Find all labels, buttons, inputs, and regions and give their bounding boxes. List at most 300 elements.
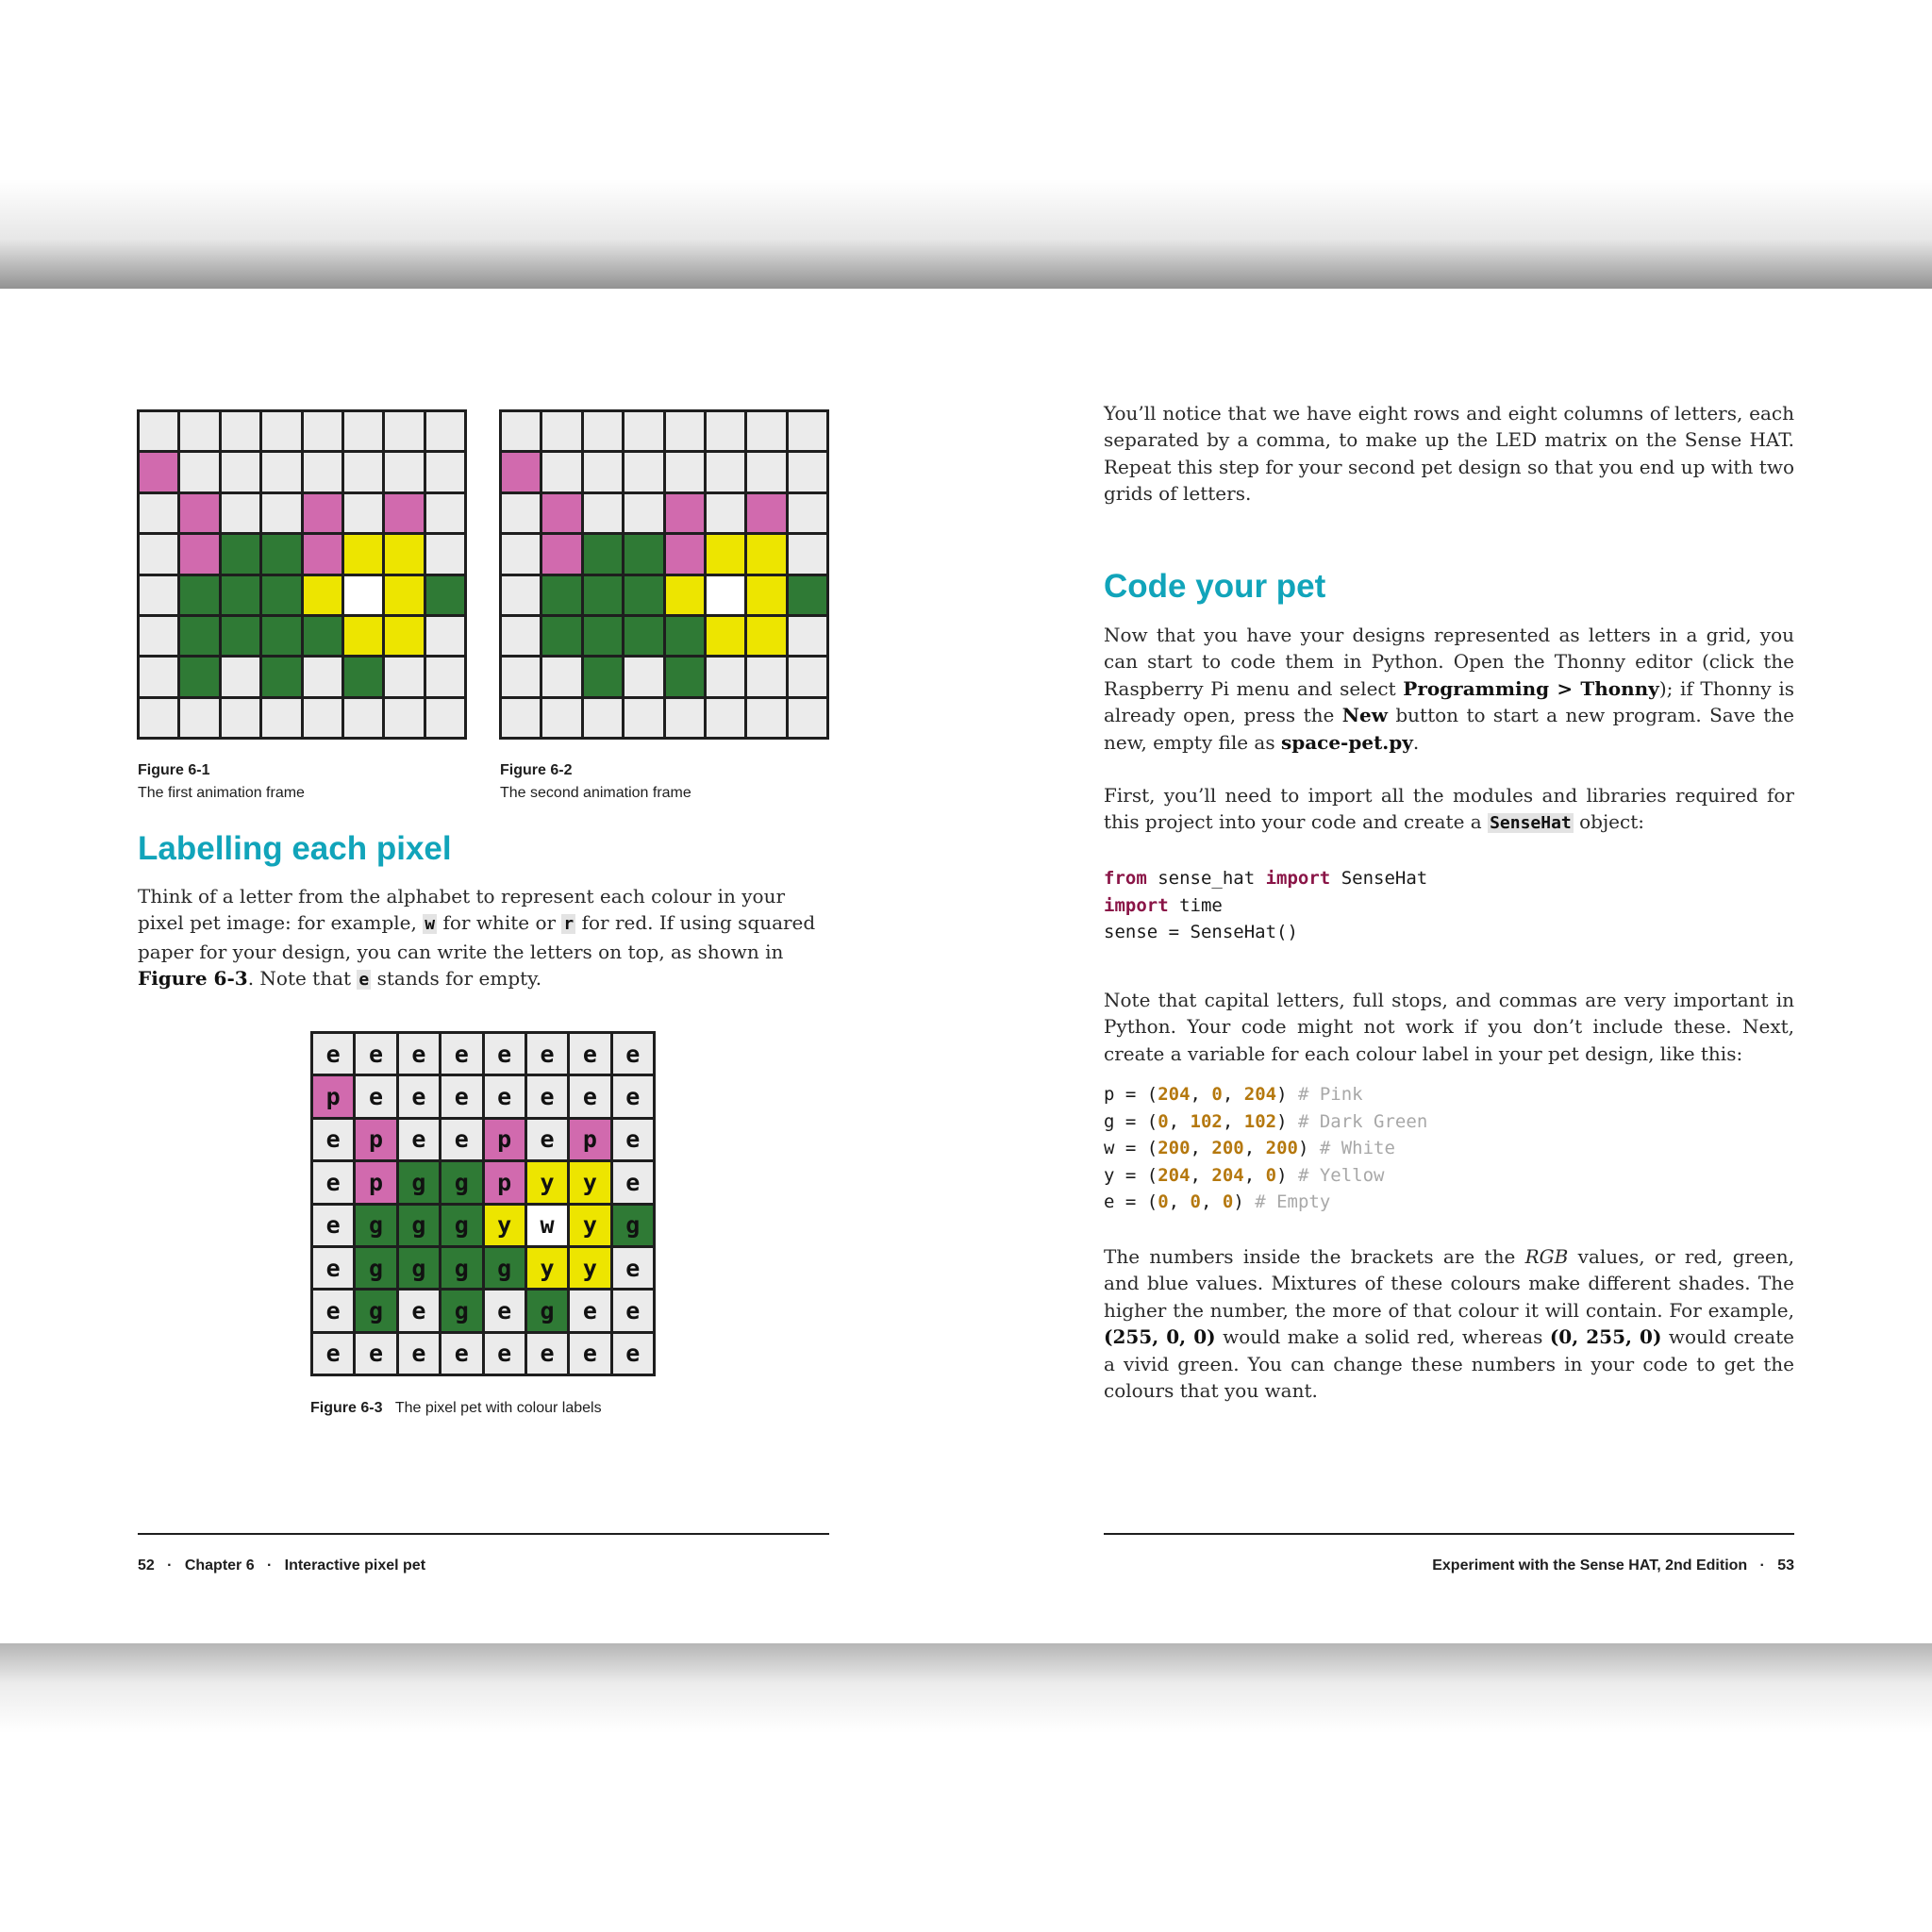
text: values, or red, green, and blue values. Mixtures of these colours make different shades. The higher the number, the more of that colour it will contain. For example, <box>1104 1245 1794 1322</box>
pixel-cell <box>385 494 423 532</box>
pixel-cell <box>789 412 826 450</box>
code-text: , <box>1222 1084 1244 1105</box>
pixel-cell <box>666 535 704 573</box>
code-line <box>1104 1135 1427 1162</box>
code-text: sense = SenseHat() <box>1104 922 1298 942</box>
pixel-cell: e <box>613 1334 653 1374</box>
pixel-cell: e <box>613 1162 653 1202</box>
pixel-cell <box>666 699 704 737</box>
pixel-cell: y <box>570 1248 609 1288</box>
pixel-cell: g <box>399 1162 439 1202</box>
figure-reference: Figure 6-3 <box>138 967 248 991</box>
pixel-cell: e <box>441 1076 481 1116</box>
pixel-cell: e <box>313 1334 353 1374</box>
text: object: <box>1573 810 1644 834</box>
pixel-cell: e <box>399 1076 439 1116</box>
rgb-term: RGB <box>1524 1245 1569 1268</box>
code-text: ) <box>1276 1084 1298 1105</box>
pixel-cell <box>222 412 259 450</box>
pixel-cell <box>502 453 540 491</box>
code-text: , <box>1190 1084 1212 1105</box>
heading-labelling-each-pixel: Labelling each pixel <box>138 830 452 867</box>
pixel-cell <box>584 617 622 655</box>
intro-paragraph: You’ll notice that we have eight rows and eight columns of letters, each separated by a comma, to make up the LED matrix on the Sense HAT. Repeat this step for your second pet design so that you end up with two grids of letters. <box>1104 402 1794 506</box>
pixel-cell <box>584 535 622 573</box>
text: stands for empty. <box>371 967 542 991</box>
pixel-cell <box>502 535 540 573</box>
pixel-cell: g <box>356 1206 395 1245</box>
pixel-cell <box>584 453 622 491</box>
pixel-cell: e <box>613 1120 653 1159</box>
pixel-cell <box>666 412 704 450</box>
pixel-cell <box>140 453 177 491</box>
code-text: e = ( <box>1104 1191 1158 1212</box>
pixel-cell: e <box>441 1120 481 1159</box>
book-title: Experiment with the Sense HAT, 2nd Edition <box>1432 1557 1748 1574</box>
pixel-cell <box>789 494 826 532</box>
inline-code-w: w <box>425 914 436 935</box>
pixel-cell <box>180 699 218 737</box>
pixel-cell <box>385 453 423 491</box>
pixel-cell <box>502 699 540 737</box>
figure-number: Figure 6-1 <box>138 762 210 778</box>
text: ); if Thonny is already open, press the <box>1104 676 1794 727</box>
pixel-cell <box>304 535 341 573</box>
code-text: , <box>1190 1164 1212 1186</box>
code-number: 0 <box>1211 1084 1223 1105</box>
pixel-cell <box>707 535 744 573</box>
pixel-cell <box>180 617 218 655</box>
figure-6-1-grid <box>137 409 467 740</box>
pixel-cell: e <box>527 1034 567 1074</box>
code-keyword: import <box>1104 894 1169 916</box>
pixel-cell: e <box>356 1334 395 1374</box>
pixel-cell <box>344 658 382 695</box>
code-line <box>1104 1081 1427 1108</box>
code-pet-paragraph <box>1104 622 1794 756</box>
pixel-cell <box>140 535 177 573</box>
pixel-cell <box>707 494 744 532</box>
code-number: 200 <box>1211 1138 1244 1158</box>
pixel-cell: e <box>313 1162 353 1202</box>
pixel-cell <box>502 412 540 450</box>
menu-path: Programming > Thonny <box>1403 676 1659 700</box>
code-comment: # White <box>1319 1138 1395 1158</box>
pixel-cell <box>747 617 785 655</box>
pixel-cell <box>584 658 622 695</box>
code-text: SenseHat <box>1330 868 1428 889</box>
pixel-cell: g <box>441 1162 481 1202</box>
pixel-cell: g <box>356 1291 395 1330</box>
pixel-cell: e <box>485 1076 525 1116</box>
pixel-cell: e <box>527 1334 567 1374</box>
pixel-cell: e <box>313 1034 353 1074</box>
footer-separator: · <box>167 1557 173 1574</box>
pixel-cell <box>625 576 662 614</box>
code-comment: # Yellow <box>1297 1164 1385 1186</box>
page-shadow-bottom <box>0 1643 1932 1733</box>
green-value: (0, 255, 0) <box>1549 1325 1662 1349</box>
pixel-cell <box>747 576 785 614</box>
pixel-cell <box>140 699 177 737</box>
code-text: , <box>1168 1191 1191 1212</box>
pixel-cell: y <box>527 1248 567 1288</box>
code-text: ) <box>1233 1191 1256 1212</box>
pixel-cell <box>262 576 300 614</box>
pixel-cell <box>222 576 259 614</box>
labelling-paragraph <box>138 883 830 994</box>
pixel-cell <box>584 576 622 614</box>
pixel-cell <box>789 617 826 655</box>
pixel-cell <box>262 494 300 532</box>
code-number: 0 <box>1190 1191 1201 1212</box>
pixel-cell <box>180 658 218 695</box>
pixel-cell <box>180 535 218 573</box>
pixel-cell <box>344 494 382 532</box>
pixel-cell: e <box>441 1334 481 1374</box>
pixel-cell: p <box>313 1076 353 1116</box>
pixel-cell <box>304 494 341 532</box>
pixel-cell <box>426 658 464 695</box>
pixel-cell <box>140 412 177 450</box>
pixel-cell: e <box>356 1034 395 1074</box>
page-number: 53 <box>1777 1557 1794 1574</box>
footer-rule-right <box>1104 1533 1794 1535</box>
pixel-cell <box>262 535 300 573</box>
pixel-cell <box>707 576 744 614</box>
text: would create a vivid green. You can change these numbers in your code to get the colours that you want. <box>1104 1325 1794 1403</box>
code-text: , <box>1243 1164 1266 1186</box>
pixel-cell <box>304 658 341 695</box>
pixel-cell <box>180 412 218 450</box>
pixel-cell <box>789 535 826 573</box>
pixel-cell: g <box>356 1248 395 1288</box>
code-line <box>1104 1189 1427 1216</box>
code-number: 204 <box>1158 1164 1191 1186</box>
figure-6-1-caption <box>138 759 305 805</box>
pixel-cell <box>304 699 341 737</box>
code-text: y = ( <box>1104 1164 1158 1186</box>
pixel-cell <box>707 412 744 450</box>
code-text: , <box>1190 1138 1212 1158</box>
pixel-cell <box>747 412 785 450</box>
pixel-cell <box>180 494 218 532</box>
pixel-cell <box>426 699 464 737</box>
pixel-cell: g <box>399 1248 439 1288</box>
pixel-cell: e <box>527 1120 567 1159</box>
footer-left <box>138 1555 425 1577</box>
code-text: , <box>1168 1110 1191 1132</box>
pixel-cell: e <box>399 1034 439 1074</box>
code-number: 200 <box>1265 1138 1298 1158</box>
pixel-cell: g <box>485 1248 525 1288</box>
figure-6-2-caption <box>500 759 691 805</box>
pixel-cell <box>584 699 622 737</box>
text: . Note that <box>247 967 358 991</box>
code-text: g = ( <box>1104 1110 1158 1132</box>
chapter-label: Chapter 6 <box>184 1557 255 1574</box>
pixel-cell <box>180 576 218 614</box>
pixel-cell <box>304 576 341 614</box>
page-shadow-top <box>0 179 1932 289</box>
figure-6-3-caption <box>310 1397 602 1420</box>
pixel-cell <box>426 617 464 655</box>
pixel-cell <box>426 453 464 491</box>
capitals-paragraph: Note that capital letters, full stops, and commas are very important in Python. Your code might not work if you don’t include these. Next, create a variable for each colour label in your pet design, like this: <box>1104 989 1794 1065</box>
pixel-cell <box>140 617 177 655</box>
code-text: , <box>1222 1110 1244 1132</box>
pixel-cell <box>542 494 580 532</box>
pixel-cell: p <box>570 1120 609 1159</box>
pixel-cell <box>707 617 744 655</box>
code-comment: # Empty <box>1255 1191 1331 1212</box>
pixel-cell <box>262 453 300 491</box>
code-number: 102 <box>1243 1110 1277 1132</box>
pixel-cell: y <box>527 1162 567 1202</box>
pixel-cell: e <box>485 1291 525 1330</box>
pixel-cell <box>502 617 540 655</box>
pixel-cell <box>344 453 382 491</box>
code-text: ) <box>1297 1138 1320 1158</box>
text: Now that you have your designs represented as letters in a grid, you can start to code them in Python. Open the Thonny editor (click the Raspberry Pi menu and select <box>1104 624 1794 700</box>
pixel-cell <box>502 576 540 614</box>
pixel-cell: e <box>613 1291 653 1330</box>
code-block-imports <box>1104 865 1427 946</box>
text: . <box>1412 730 1420 754</box>
inline-code-sensehat: SenseHat <box>1490 813 1572 834</box>
text: First, you’ll need to import all the modules and libraries required for this project into your code and create a <box>1104 784 1794 834</box>
pixel-cell: e <box>399 1120 439 1159</box>
pixel-cell <box>707 699 744 737</box>
pixel-cell <box>304 617 341 655</box>
pixel-cell <box>584 494 622 532</box>
pixel-cell <box>747 658 785 695</box>
pixel-cell <box>707 658 744 695</box>
pixel-cell: e <box>613 1248 653 1288</box>
pixel-cell: y <box>570 1206 609 1245</box>
pixel-cell <box>344 617 382 655</box>
figure-number: Figure 6-2 <box>500 762 573 778</box>
pixel-cell: g <box>441 1206 481 1245</box>
pixel-cell: e <box>313 1120 353 1159</box>
pixel-cell <box>304 412 341 450</box>
pixel-cell: e <box>399 1291 439 1330</box>
pixel-cell <box>666 617 704 655</box>
pixel-cell: p <box>485 1162 525 1202</box>
inline-code-e: e <box>358 970 370 991</box>
inline-code-r: r <box>563 914 575 935</box>
pixel-cell <box>180 453 218 491</box>
pixel-cell <box>747 494 785 532</box>
pixel-cell: g <box>613 1206 653 1245</box>
code-text: p = ( <box>1104 1084 1158 1105</box>
pixel-cell <box>542 453 580 491</box>
pixel-cell: e <box>527 1076 567 1116</box>
pixel-cell: p <box>485 1120 525 1159</box>
code-text: time <box>1168 894 1223 916</box>
text: Think of a letter from the alphabet to represent each colour in your pixel pet image: for example, <box>138 885 786 935</box>
pixel-cell <box>385 658 423 695</box>
pixel-cell <box>304 453 341 491</box>
pixel-cell: e <box>570 1334 609 1374</box>
code-number: 102 <box>1190 1110 1223 1132</box>
code-text: , <box>1201 1191 1223 1212</box>
pixel-cell <box>625 617 662 655</box>
pixel-cell <box>625 658 662 695</box>
pixel-cell <box>140 576 177 614</box>
pixel-cell <box>789 576 826 614</box>
pixel-cell <box>625 535 662 573</box>
pixel-cell: w <box>527 1206 567 1245</box>
pixel-cell: e <box>313 1248 353 1288</box>
pixel-cell <box>222 535 259 573</box>
pixel-cell <box>385 576 423 614</box>
chapter-title: Interactive pixel pet <box>284 1557 426 1574</box>
pixel-cell <box>385 617 423 655</box>
code-block-colours <box>1104 1081 1427 1216</box>
pixel-cell <box>666 658 704 695</box>
figure-caption-text: The first animation frame <box>138 785 305 801</box>
pixel-cell <box>542 412 580 450</box>
pixel-cell: p <box>356 1120 395 1159</box>
code-comment: # Pink <box>1297 1084 1363 1105</box>
pixel-cell <box>584 412 622 450</box>
pixel-cell: e <box>356 1076 395 1116</box>
code-text: w = ( <box>1104 1138 1158 1158</box>
pixel-cell <box>542 576 580 614</box>
pixel-cell <box>262 658 300 695</box>
import-paragraph <box>1104 782 1794 838</box>
code-number: 0 <box>1265 1164 1277 1186</box>
pixel-cell: e <box>613 1034 653 1074</box>
pixel-cell <box>262 699 300 737</box>
pixel-cell <box>262 412 300 450</box>
code-number: 0 <box>1158 1191 1169 1212</box>
pixel-cell: e <box>485 1334 525 1374</box>
pixel-cell <box>140 494 177 532</box>
code-number: 0 <box>1158 1110 1169 1132</box>
pixel-cell <box>542 699 580 737</box>
pixel-cell <box>747 699 785 737</box>
pixel-cell <box>542 535 580 573</box>
pixel-cell: g <box>399 1206 439 1245</box>
code-keyword: from <box>1104 868 1147 889</box>
pixel-cell <box>542 617 580 655</box>
pixel-cell: e <box>570 1034 609 1074</box>
pixel-cell: e <box>570 1291 609 1330</box>
pixel-cell: e <box>570 1076 609 1116</box>
footer-separator: · <box>266 1557 273 1574</box>
new-button-label: New <box>1341 704 1388 727</box>
pixel-cell <box>222 699 259 737</box>
pixel-cell <box>426 494 464 532</box>
footer-right <box>1432 1555 1794 1577</box>
pixel-cell <box>625 412 662 450</box>
pixel-cell <box>426 576 464 614</box>
code-text: , <box>1243 1138 1266 1158</box>
code-text: ) <box>1276 1110 1298 1132</box>
book-spread <box>0 289 1932 1643</box>
code-number: 204 <box>1158 1084 1191 1105</box>
pixel-cell <box>789 658 826 695</box>
footer-rule-left <box>138 1533 829 1535</box>
pixel-cell <box>140 658 177 695</box>
code-number: 0 <box>1222 1191 1234 1212</box>
pixel-cell: g <box>441 1291 481 1330</box>
pixel-cell <box>666 453 704 491</box>
text: for red. If using squared paper for your design, you can write the letters on top, as shown in <box>138 911 816 963</box>
pixel-cell <box>344 535 382 573</box>
pixel-cell: e <box>313 1291 353 1330</box>
code-text: sense_hat <box>1146 868 1266 889</box>
code-line <box>1104 1108 1427 1136</box>
pixel-cell <box>625 453 662 491</box>
figure-caption-text: The second animation frame <box>500 785 691 801</box>
code-comment: # Dark Green <box>1297 1110 1428 1132</box>
code-text: ) <box>1276 1164 1298 1186</box>
filename: space-pet.py <box>1280 730 1413 754</box>
pixel-cell <box>666 494 704 532</box>
pixel-cell: y <box>485 1206 525 1245</box>
pixel-cell <box>747 453 785 491</box>
code-number: 200 <box>1158 1138 1191 1158</box>
pixel-cell <box>747 535 785 573</box>
pixel-cell: y <box>570 1162 609 1202</box>
figure-6-2-grid <box>499 409 829 740</box>
text: The numbers inside the brackets are the <box>1104 1245 1525 1268</box>
rgb-paragraph <box>1104 1243 1794 1404</box>
pixel-cell <box>385 699 423 737</box>
pixel-cell: e <box>613 1076 653 1116</box>
pixel-cell <box>426 535 464 573</box>
pixel-cell <box>707 453 744 491</box>
pixel-cell <box>542 658 580 695</box>
pixel-cell <box>344 412 382 450</box>
pixel-cell <box>625 699 662 737</box>
pixel-cell <box>789 453 826 491</box>
pixel-cell <box>222 658 259 695</box>
pixel-cell: e <box>313 1206 353 1245</box>
figure-number: Figure 6-3 <box>310 1400 383 1416</box>
pixel-cell <box>222 617 259 655</box>
code-number: 204 <box>1243 1084 1277 1105</box>
text: for white or <box>437 911 562 935</box>
figure-6-3-grid <box>310 1031 656 1376</box>
pixel-cell <box>222 453 259 491</box>
pixel-cell <box>385 412 423 450</box>
pixel-cell: e <box>441 1034 481 1074</box>
heading-code-your-pet: Code your pet <box>1104 568 1326 605</box>
pixel-cell: e <box>485 1034 525 1074</box>
pixel-cell: e <box>399 1334 439 1374</box>
pixel-cell <box>502 658 540 695</box>
figure-caption-text: The pixel pet with colour labels <box>394 1400 602 1416</box>
pixel-cell: g <box>527 1291 567 1330</box>
pixel-cell <box>385 535 423 573</box>
red-value: (255, 0, 0) <box>1104 1325 1216 1349</box>
pixel-cell <box>344 576 382 614</box>
pixel-cell <box>625 494 662 532</box>
text: would make a solid red, whereas <box>1215 1325 1550 1349</box>
code-line <box>1104 1162 1427 1190</box>
pixel-cell <box>502 494 540 532</box>
pixel-cell <box>666 576 704 614</box>
pixel-cell <box>222 494 259 532</box>
pixel-cell <box>344 699 382 737</box>
code-keyword: import <box>1265 868 1331 889</box>
footer-separator: · <box>1759 1557 1765 1574</box>
code-number: 204 <box>1211 1164 1244 1186</box>
